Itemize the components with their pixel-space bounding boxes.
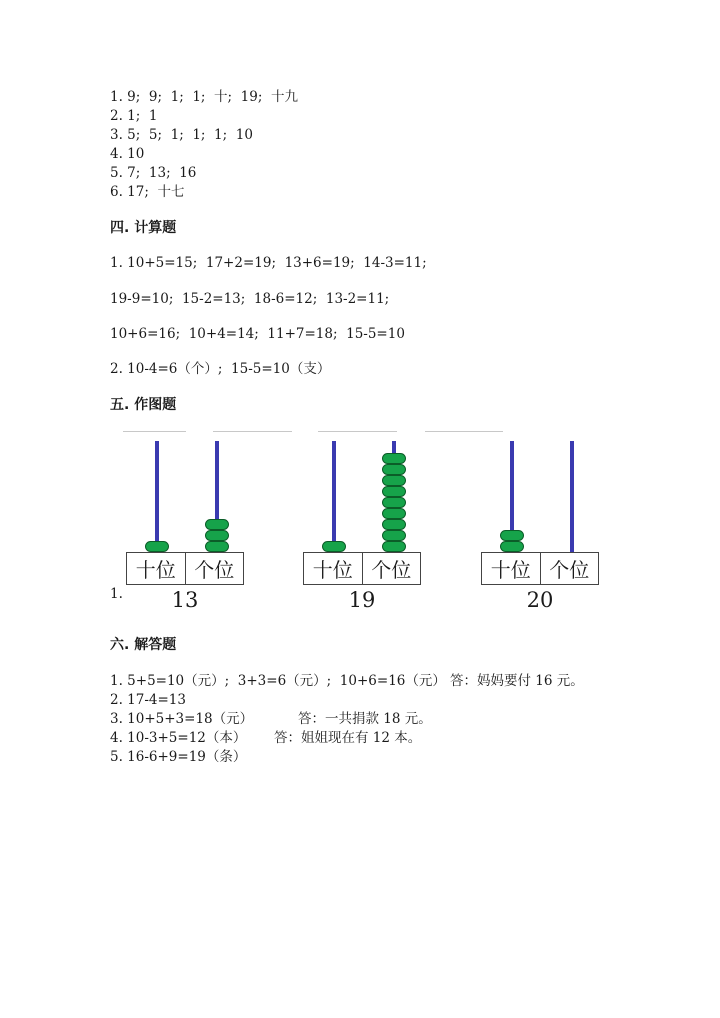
calc-line-2: 19-9=10; 15-2=13; 18-6=12; 13-2=11; [110,291,390,307]
abacus-20 [481,438,603,614]
tens-bead [322,541,346,552]
section-6-heading: 六. 解答题 [110,637,177,653]
solution-expr-4: 4. 10-3+5=12（本） [110,730,247,746]
solution-expr-1: 1. 5+5=10（元）; 3+3=6（元）; 10+6=16（元） [110,673,446,689]
answer-rule [213,431,292,432]
answer-line-6: 6. 17; 十七 [110,184,185,200]
ones-bead [382,541,406,552]
drawing-item-label: 1. [110,586,123,602]
solution-answer-4: 答：姐姐现在有 12 本。 [274,730,422,746]
ones-bead [382,508,406,519]
solution-expr-3: 3. 10+5+3=18（元） [110,711,254,727]
answer-rule [123,431,186,432]
tens-label: 十位 [490,558,531,582]
answer-rule [425,431,503,432]
tens-label: 十位 [135,558,176,582]
answer-line-1: 1. 9; 9; 1; 1; 十; 19; 十九 [110,89,298,105]
answer-line-4: 4. 10 [110,146,145,162]
tens-bead [500,530,524,541]
ones-bead [382,530,406,541]
ones-label: 个位 [540,553,599,584]
answer-line-3: 3. 5; 5; 1; 1; 1; 10 [110,127,253,143]
tens-bead [500,541,524,552]
abacus-13 [126,438,248,614]
abacus-number: 13 [171,588,199,612]
ones-bead [205,530,229,541]
solution-expr-5: 5. 16-6+9=19（条） [110,749,247,765]
calc-line-4: 2. 10-4=6（个）; 15-5=10（支） [110,361,331,377]
ones-bead [382,486,406,497]
ones-bead [205,541,229,552]
solution-expr-2: 2. 17-4=13 [110,692,186,708]
place-value-box [126,552,244,585]
abacus-19 [303,438,425,614]
ones-bead [382,475,406,486]
section-4-heading: 四. 计算题 [110,220,177,236]
ones-bead [205,519,229,530]
tens-bead [145,541,169,552]
answer-rule [318,431,397,432]
answer-line-2: 2. 1; 1 [110,108,158,124]
ones-rod [570,441,574,552]
ones-bead [382,464,406,475]
ones-bead [382,497,406,508]
calc-line-3: 10+6=16; 10+4=14; 11+7=18; 15-5=10 [110,326,405,342]
tens-label: 十位 [312,558,353,582]
calc-line-1: 1. 10+5=15; 17+2=19; 13+6=19; 14-3=11; [110,255,427,271]
abacus-number: 20 [526,588,554,612]
ones-bead [382,453,406,464]
solution-answer-1: 答：妈妈要付 16 元。 [450,673,584,689]
ones-label: 个位 [362,553,421,584]
tens-rod [332,441,336,552]
section-5-heading: 五. 作图题 [110,397,177,413]
tens-rod [155,441,159,552]
place-value-box [481,552,599,585]
abacus-number: 19 [348,588,376,612]
ones-bead [382,519,406,530]
solution-answer-3: 答：一共捐款 18 元。 [298,711,432,727]
ones-label: 个位 [185,553,244,584]
place-value-box [303,552,421,585]
answer-line-5: 5. 7; 13; 16 [110,165,197,181]
